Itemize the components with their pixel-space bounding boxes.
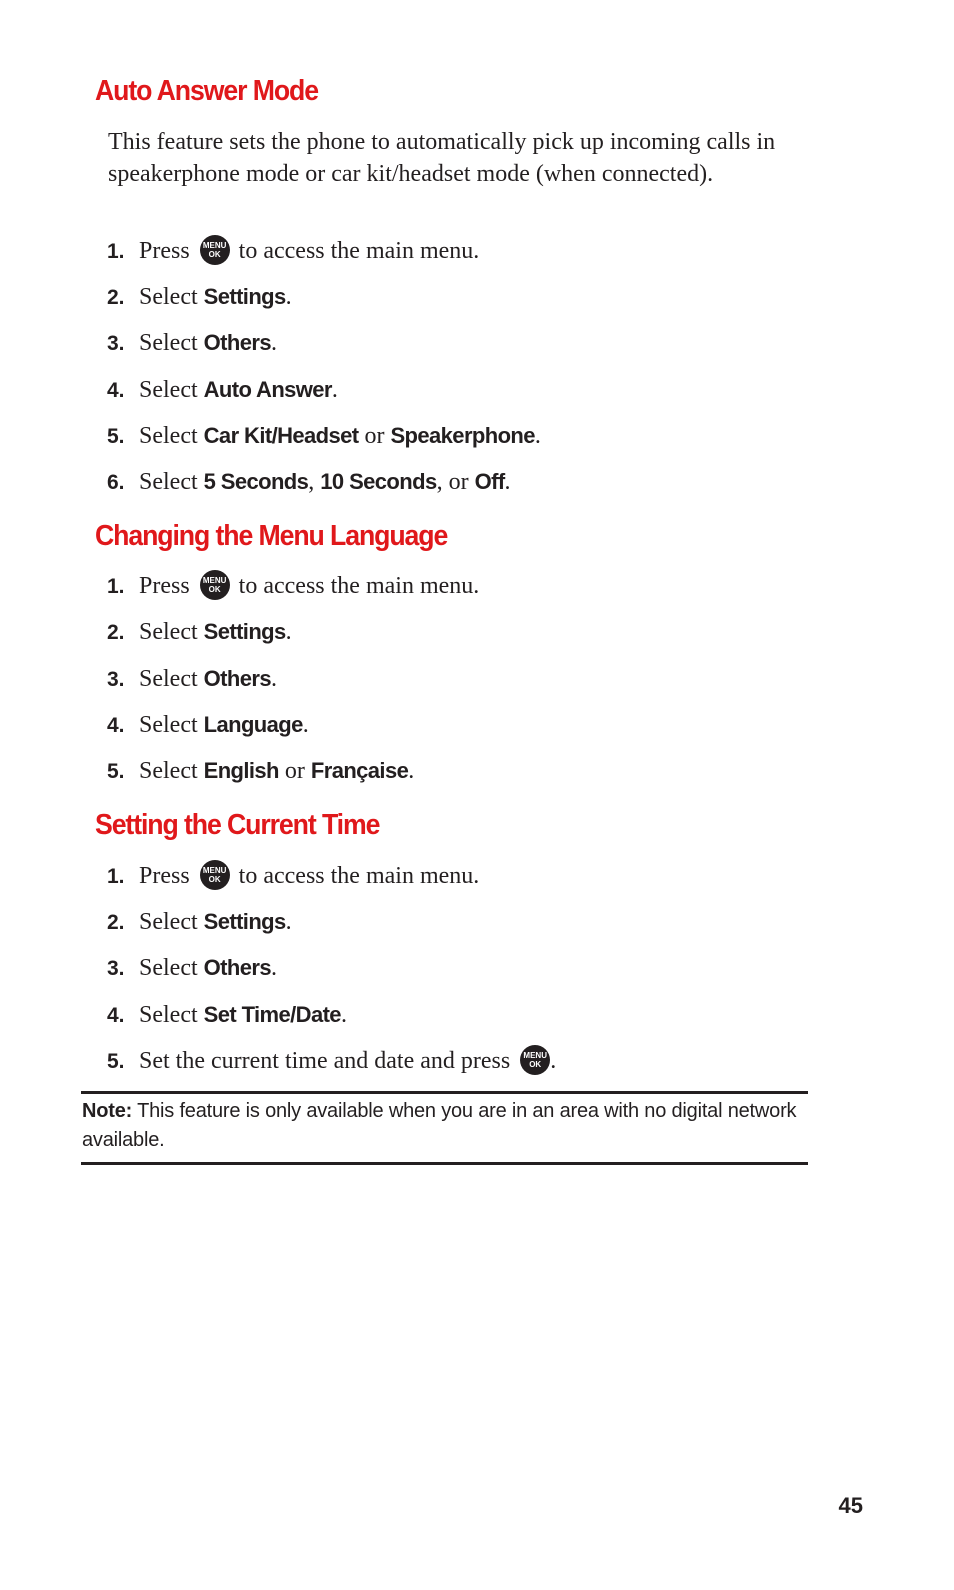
- step-number: 6.: [107, 471, 125, 494]
- step-text: Select: [139, 377, 198, 403]
- punctuation: .: [534, 423, 541, 449]
- step-text: or: [364, 423, 385, 449]
- step-text: Select: [139, 1002, 198, 1028]
- step-number: 1.: [107, 575, 125, 598]
- step-item: [107, 906, 292, 938]
- menu-ok-key-icon: [200, 235, 230, 265]
- menu-option: Off: [474, 469, 505, 494]
- punctuation: .: [504, 469, 511, 495]
- step-text: Select: [139, 666, 198, 692]
- step-item: [107, 281, 292, 313]
- punctuation: .: [285, 619, 292, 645]
- step-number: 3.: [107, 957, 125, 980]
- ok-key-label: OK: [208, 875, 221, 884]
- note-top-rule: [81, 1091, 808, 1094]
- page-number: 45: [838, 1493, 863, 1518]
- step-text: Select: [139, 330, 198, 356]
- menu-ok-key-icon: [200, 570, 230, 600]
- step-number: 5.: [107, 425, 125, 448]
- step-text: Select: [139, 955, 198, 981]
- step-text: Select: [139, 284, 198, 310]
- menu-option: Language: [203, 712, 303, 737]
- step-text: to access the main menu.: [238, 863, 480, 889]
- menu-option: Others: [203, 666, 271, 691]
- note-text: This feature is only available when you are in an area with no digital network available.: [82, 1100, 797, 1151]
- menu-key-label: MENU: [202, 576, 227, 585]
- step-text: Press: [139, 573, 190, 599]
- menu-option: Settings: [203, 909, 286, 934]
- menu-ok-key-icon: [200, 860, 230, 890]
- step-number: 3.: [107, 668, 125, 691]
- menu-option: English: [203, 758, 279, 783]
- step-number: 3.: [107, 332, 125, 355]
- menu-ok-key-icon: [520, 1045, 550, 1075]
- step-number: 4.: [107, 379, 125, 402]
- step-number: 2.: [107, 286, 125, 309]
- menu-option: Set Time/Date: [203, 1002, 341, 1027]
- step-number: 2.: [107, 911, 125, 934]
- punctuation: .: [285, 284, 292, 310]
- step-number: 5.: [107, 760, 125, 783]
- step-text: Select: [139, 712, 198, 738]
- note-box: [82, 1097, 802, 1155]
- section-title-current-time: Setting the Current Time: [95, 809, 380, 841]
- step-item: [107, 420, 541, 452]
- step-item: [107, 663, 277, 695]
- step-item: [107, 235, 479, 267]
- step-text: Select: [139, 423, 198, 449]
- punctuation: .: [285, 909, 292, 935]
- note-label: Note:: [82, 1100, 133, 1122]
- menu-option: Française: [310, 758, 409, 783]
- step-item: [107, 860, 479, 892]
- punctuation: .: [270, 955, 277, 981]
- step-number: 4.: [107, 714, 125, 737]
- step-item: [107, 374, 338, 406]
- step-text: Press: [139, 863, 190, 889]
- ok-key-label: OK: [208, 585, 221, 594]
- step-item: [107, 755, 414, 787]
- section-title-menu-language: Changing the Menu Language: [95, 520, 448, 552]
- section-title-auto-answer: Auto Answer Mode: [95, 75, 318, 107]
- step-item: [107, 327, 277, 359]
- step-number: 1.: [107, 240, 125, 263]
- step-item: [107, 616, 292, 648]
- step-text: , or: [436, 469, 469, 495]
- menu-option: Settings: [203, 284, 286, 309]
- ok-key-label: OK: [208, 250, 221, 259]
- step-text: or: [284, 758, 305, 784]
- menu-key-label: MENU: [202, 866, 227, 875]
- punctuation: ,: [308, 469, 315, 495]
- step-item: [107, 1045, 556, 1077]
- section-intro: This feature sets the phone to automatically pick up incoming calls in speakerphone mode or car kit/headset mode (when connected).: [108, 129, 776, 187]
- step-text: Set the current time and date and press: [139, 1048, 511, 1074]
- step-text: Select: [139, 758, 198, 784]
- punctuation: .: [408, 758, 415, 784]
- ok-key-label: OK: [529, 1060, 542, 1069]
- step-text: Press: [139, 238, 190, 264]
- punctuation: .: [550, 1048, 557, 1074]
- menu-key-label: MENU: [523, 1051, 547, 1060]
- step-item: [107, 709, 309, 741]
- step-item: [107, 570, 479, 602]
- menu-key-label: MENU: [202, 241, 227, 250]
- punctuation: .: [302, 712, 309, 738]
- step-text: to access the main menu.: [238, 573, 480, 599]
- menu-option: 10 Seconds: [320, 469, 437, 494]
- punctuation: .: [331, 377, 338, 403]
- step-text: Select: [139, 469, 198, 495]
- punctuation: .: [270, 330, 277, 356]
- punctuation: .: [270, 666, 277, 692]
- step-item: [107, 466, 511, 498]
- step-item: [107, 999, 347, 1031]
- menu-option: Car Kit/Headset: [203, 423, 359, 448]
- punctuation: .: [340, 1002, 347, 1028]
- menu-option: Settings: [203, 619, 286, 644]
- menu-option: Speakerphone: [390, 423, 535, 448]
- step-text: to access the main menu.: [238, 238, 480, 264]
- menu-option: Others: [203, 330, 271, 355]
- step-text: Select: [139, 909, 198, 935]
- step-number: 5.: [107, 1050, 125, 1073]
- menu-option: Others: [203, 955, 271, 980]
- menu-option: Auto Answer: [203, 377, 332, 402]
- step-number: 4.: [107, 1004, 125, 1027]
- menu-option: 5 Seconds: [203, 469, 309, 494]
- step-number: 1.: [107, 865, 125, 888]
- note-bottom-rule: [81, 1162, 808, 1165]
- step-text: Select: [139, 619, 198, 645]
- step-item: [107, 952, 277, 984]
- step-number: 2.: [107, 621, 125, 644]
